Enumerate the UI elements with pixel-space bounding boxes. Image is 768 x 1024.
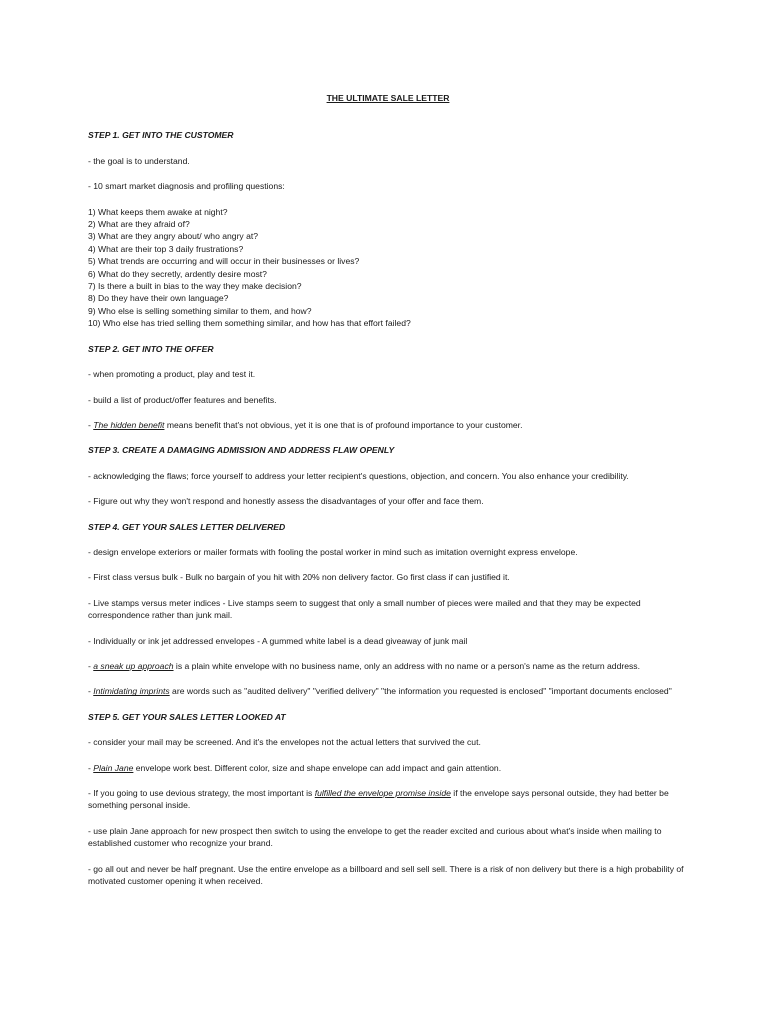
intimidating-imprints-term: Intimidating imprints: [93, 686, 170, 697]
question-item: 7) Is there a built in bias to the way they make decision?: [88, 281, 302, 292]
question-item: 1) What keeps them awake at night?: [88, 206, 228, 217]
step3-heading: STEP 3. CREATE A DAMAGING ADMISSION AND ADDRESS FLAW OPENLY: [88, 445, 395, 456]
step2-paragraph-1: - when promoting a product, play and test it.: [88, 369, 256, 380]
question-item: 2) What are they afraid of?: [88, 219, 190, 230]
paragraph-text: means benefit that's not obvious, yet it is one that is of profound importance to your customer.: [164, 419, 523, 430]
step3-paragraph-2: - Figure out why they won't respond and honestly assess the disadvantages of your offer and face them.: [88, 496, 484, 507]
question-list: [88, 206, 688, 330]
question-item: 5) What trends are occurring and will occur in their businesses or lives?: [88, 256, 360, 267]
paragraph-prefix: -: [88, 419, 94, 430]
step4-heading: STEP 4. GET YOUR SALES LETTER DELIVERED: [88, 521, 286, 532]
step5-paragraph-4: - use plain Jane approach for new prospect then switch to using the envelope to get the reader excited and curious about what's inside when mailing to established customer who recognize your brand.: [88, 825, 662, 849]
question-item: 3) What are they angry about/ who angry at?: [88, 231, 259, 242]
plain-jane-term: Plain Jane: [93, 762, 134, 773]
step5-heading: STEP 5. GET YOUR SALES LETTER LOOKED AT: [88, 711, 286, 722]
document-page: [88, 92, 688, 900]
step2-paragraph-3: [88, 419, 688, 431]
sneak-up-approach-term: a sneak up approach: [93, 660, 174, 671]
paragraph-prefix: -: [88, 762, 94, 773]
step4-paragraph-2: - First class versus bulk - Bulk no bargain of you hit with 20% non delivery factor. Go first class if can justified it.: [88, 572, 510, 583]
step5-paragraph-1: - consider your mail may be screened. And it's the envelopes not the actual letters that survived the cut.: [88, 737, 481, 748]
hidden-benefit-term: The hidden benefit: [93, 419, 165, 430]
step1-paragraph-2: - 10 smart market diagnosis and profiling questions:: [88, 181, 285, 192]
step2-paragraph-2: - build a list of product/offer features and benefits.: [88, 394, 277, 405]
question-item: 4) What are their top 3 daily frustrations?: [88, 243, 244, 254]
step1-heading: STEP 1. GET INTO THE CUSTOMER: [88, 130, 234, 141]
step4-paragraph-6: [88, 685, 688, 697]
step4-paragraph-5: [88, 660, 688, 672]
question-item: 10) Who else has tried selling them something similar, and how has that effort failed?: [88, 318, 411, 329]
step2-heading: STEP 2. GET INTO THE OFFER: [88, 343, 214, 354]
question-item: 9) Who else is selling something similar to them, and how?: [88, 305, 312, 316]
step5-paragraph-5: - go all out and never be half pregnant. Use the entire envelope as a billboard and sell sell sell. There is a risk of non delivery but there is a high probability of motivated customer opening it when received.: [88, 863, 684, 887]
paragraph-prefix: -: [88, 686, 94, 697]
step4-paragraph-3: - Live stamps versus meter indices - Live stamps seem to suggest that only a small number of pieces were mailed and that they may be expected correspondence rather than junk mail.: [88, 597, 641, 621]
paragraph-prefix: - If you going to use devious strategy, the most important is: [88, 788, 315, 798]
step5-paragraph-2: [88, 762, 688, 774]
paragraph-prefix: -: [88, 660, 94, 671]
paragraph-text: envelope work best. Different color, size and shape envelope can add impact and gain attention.: [133, 762, 502, 773]
paragraph-text: is a plain white envelope with no business name, only an address with no name or a person's name as the return address.: [173, 660, 640, 671]
paragraph-text: are words such as "audited delivery" "verified delivery" "the information you requested is enclosed" "important documents enclosed": [169, 686, 672, 697]
step5-paragraph-3: [88, 787, 688, 812]
paragraph-text: if the envelope says personal outside, they had better be something personal inside.: [88, 788, 669, 811]
question-item: 6) What do they secretly, ardently desire most?: [88, 268, 267, 279]
envelope-promise-term: fulfilled the envelope promise inside: [314, 788, 451, 798]
step1-paragraph-1: - the goal is to understand.: [88, 155, 190, 166]
step3-paragraph-1: - acknowledging the flaws; force yourself to address your letter recipient's questions, objection, and concern. You also enhance your credibility.: [88, 470, 629, 481]
question-item: 8) Do they have their own language?: [88, 293, 229, 304]
document-title: THE ULTIMATE SALE LETTER: [326, 93, 450, 103]
step4-paragraph-1: - design envelope exteriors or mailer formats with fooling the postal worker in mind such as imitation overnight express envelope.: [88, 546, 578, 557]
step4-paragraph-4: - Individually or ink jet addressed envelopes - A gummed white label is a dead giveaway of junk mail: [88, 635, 468, 646]
